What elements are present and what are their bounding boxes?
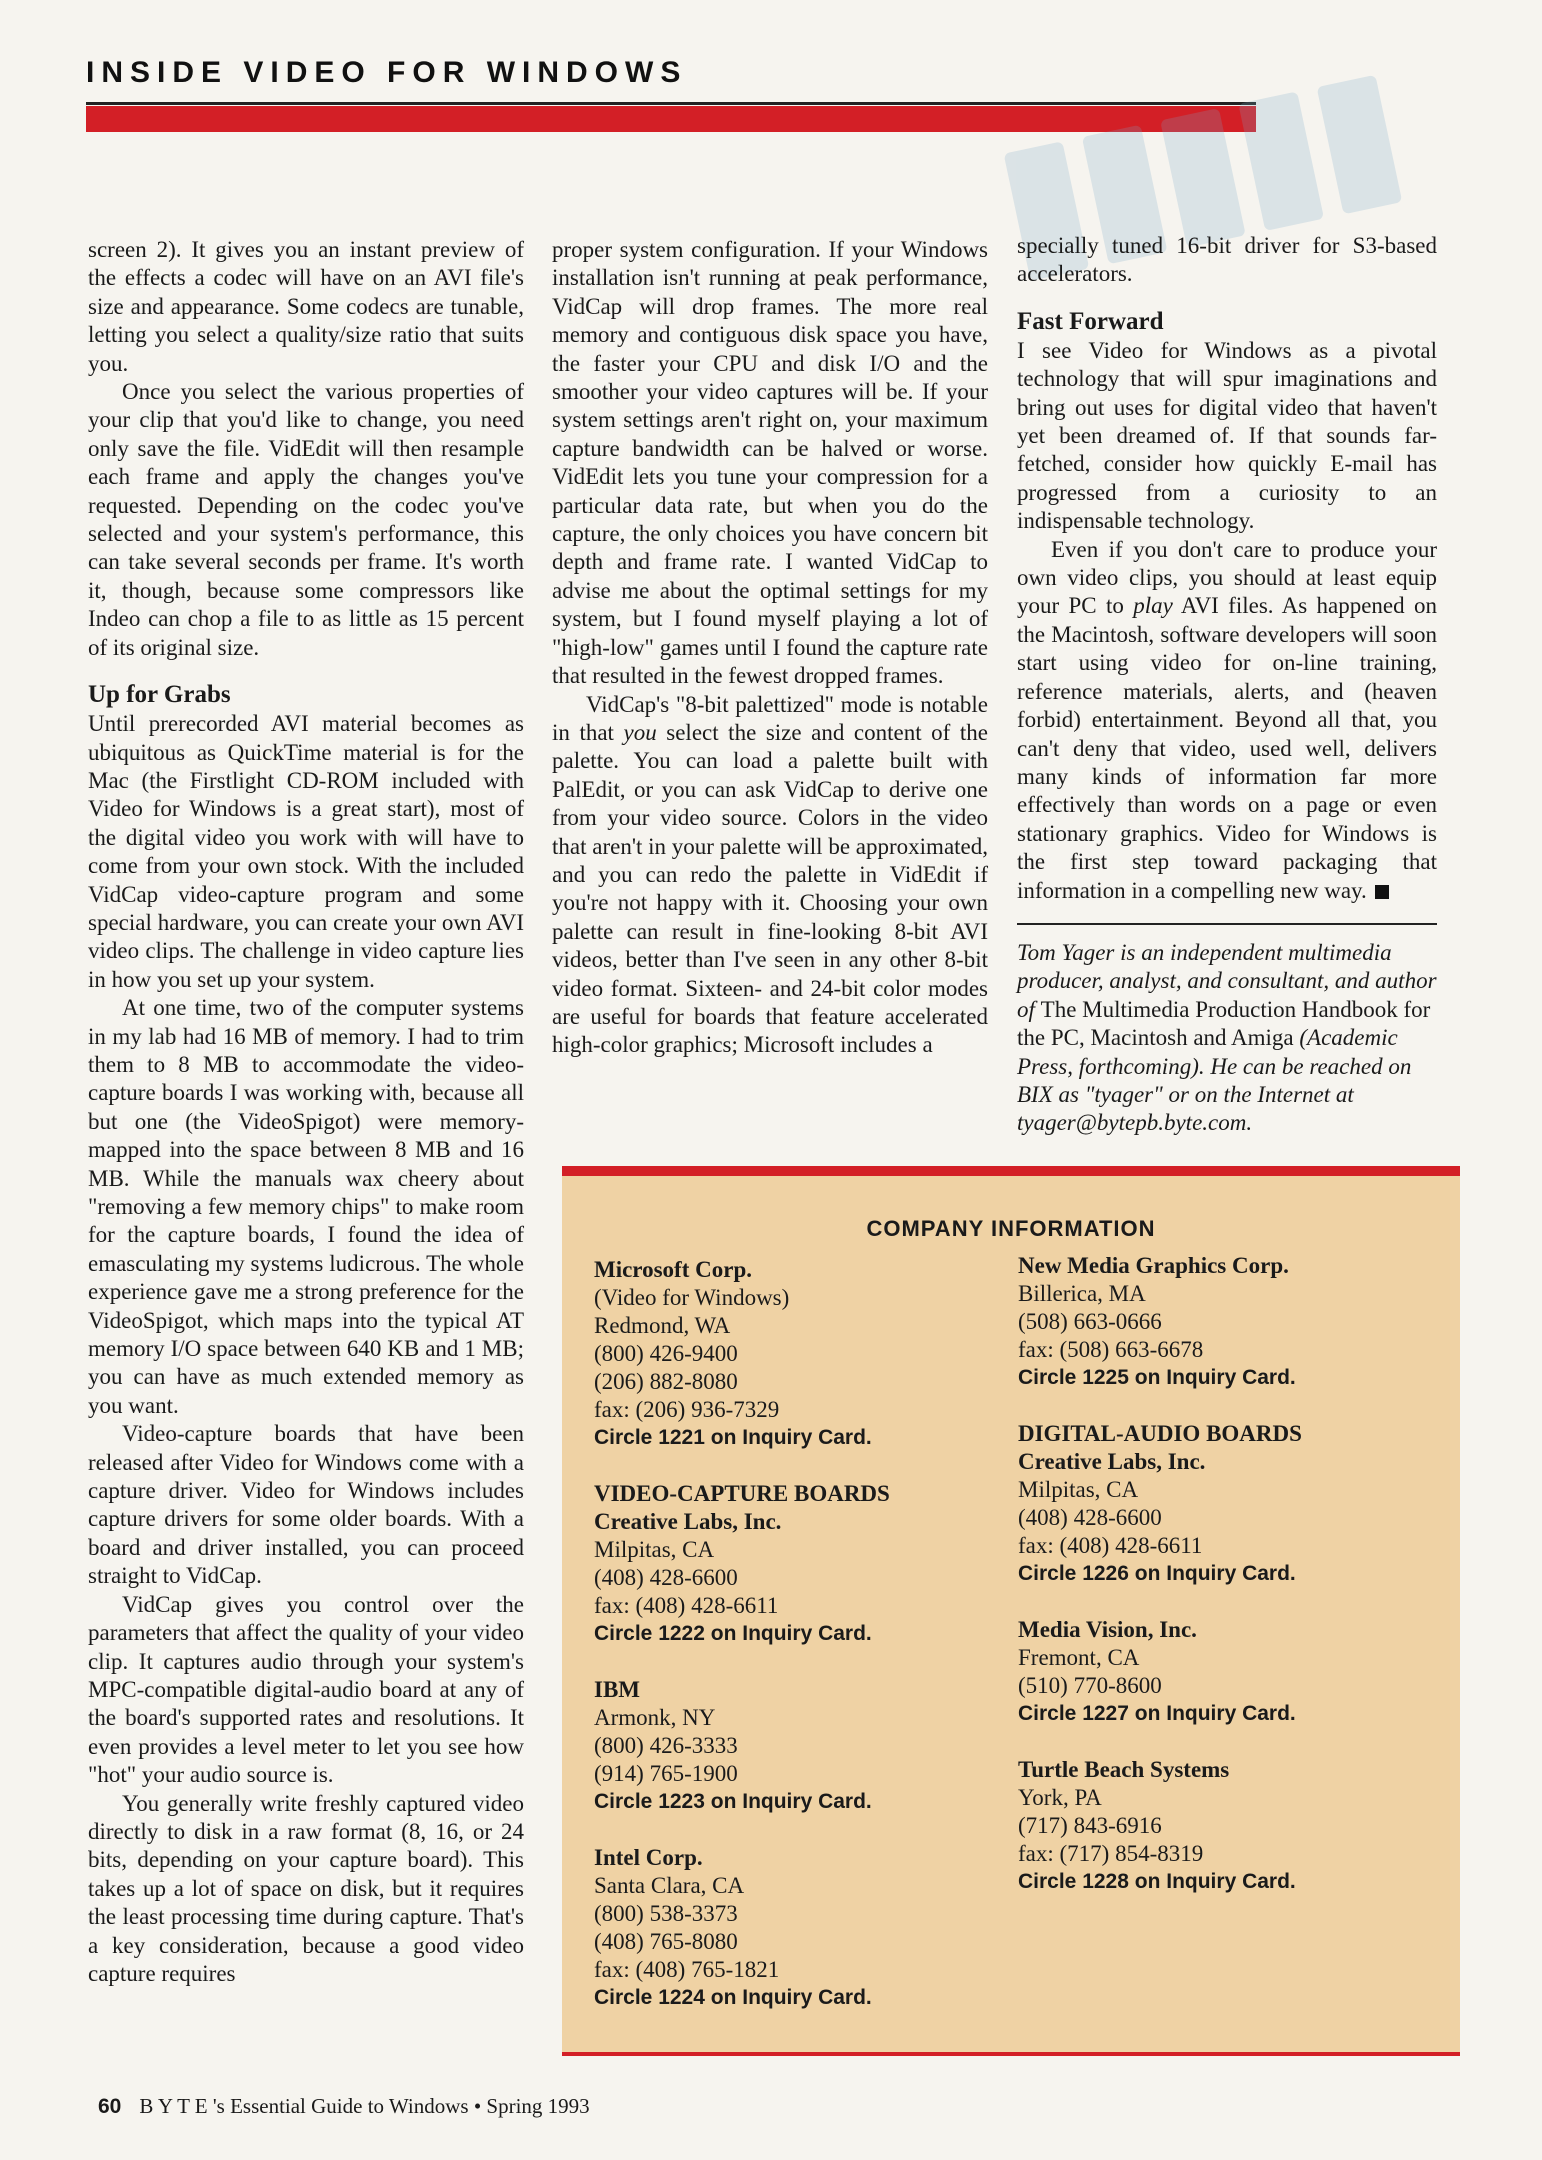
company-detail: fax: (408) 428-6611 bbox=[594, 1593, 779, 1618]
company-detail: Santa Clara, CA bbox=[594, 1873, 745, 1898]
company-name: Intel Corp. bbox=[594, 1845, 703, 1870]
inquiry-card-number: Circle 1224 on Inquiry Card. bbox=[594, 1986, 872, 2009]
inquiry-card-number: Circle 1227 on Inquiry Card. bbox=[1018, 1702, 1296, 1725]
company-detail: (408) 765-8080 bbox=[594, 1929, 738, 1954]
inquiry-card-number: Circle 1225 on Inquiry Card. bbox=[1018, 1366, 1296, 1389]
inquiry-card-number: Circle 1221 on Inquiry Card. bbox=[594, 1426, 872, 1449]
company-entry bbox=[1018, 1420, 1438, 1588]
subheading-fast-forward: Fast Forward bbox=[1017, 307, 1164, 335]
paragraph: Even if you don't care to produce your own video clips, you should at least equip your PC to play AVI files. As happened on the Macintosh, software developers will soon start using video for on-line training, reference materials, alerts, and (heaven forbid) entertainment. Beyond all that, you can't deny that video, used well, delivers many kinds of information far more effectively than words on a page or even stationary graphics. Video for Windows is the first step toward packaging that information in a compelling new way. bbox=[1017, 536, 1437, 903]
company-name: IBM bbox=[594, 1677, 640, 1702]
company-entry bbox=[1018, 1756, 1438, 1896]
inquiry-card-number: Circle 1223 on Inquiry Card. bbox=[594, 1790, 872, 1813]
company-entry bbox=[1018, 1252, 1438, 1392]
company-detail: fax: (717) 854-8319 bbox=[1018, 1841, 1204, 1866]
company-entry bbox=[594, 1480, 1014, 1648]
company-detail: (408) 428-6600 bbox=[594, 1565, 738, 1590]
company-detail: (206) 882-8080 bbox=[594, 1369, 738, 1394]
paragraph: VidCap gives you control over the parameters that affect the quality of your video clip. It captures audio through your system's MPC-compatible digital-audio board at any of the board's supported rates and resolutions. It even provides a level meter to let you see how "hot" your audio source is. bbox=[88, 1591, 524, 1788]
company-detail: (510) 770-8600 bbox=[1018, 1673, 1162, 1698]
company-detail: Redmond, WA bbox=[594, 1313, 731, 1338]
page-footer bbox=[98, 2094, 590, 2119]
company-detail: Billerica, MA bbox=[1018, 1281, 1146, 1306]
company-detail: (717) 843-6916 bbox=[1018, 1813, 1162, 1838]
paragraph: Until prerecorded AVI material becomes as ubiquitous as QuickTime material is for the Mac (the Firstlight CD-ROM included with Video for Windows is a great start), most of the digital video you work with will have to come from your own stock. With the included VidCap video-capture program and some special hardware, you can create your own AVI video clips. The challenge in video capture lies in how you set up your system. bbox=[88, 711, 524, 992]
company-section-label: DIGITAL-AUDIO BOARDS bbox=[1018, 1421, 1302, 1446]
company-detail: (Video for Windows) bbox=[594, 1285, 790, 1310]
company-list-left bbox=[594, 1256, 1014, 2040]
header-rule bbox=[86, 102, 1256, 105]
paragraph: At one time, two of the computer systems in my lab had 16 MB of memory. I had to trim them to 8 MB to accommodate the video-capture boards I was working with, because all but one (the VideoSpigot) were memory-mapped into the space between 8 MB and 16 MB. While the manuals wax cheery about "removing a few memory chips" to make room for the capture boards, I found the idea of emasculating my systems ludicrous. The whole experience gave me a strong preference for the VideoSpigot, which maps into the typical AT memory I/O space between 640 KB and 1 MB; you can have as much extended memory as you want. bbox=[88, 995, 524, 1418]
company-detail: Milpitas, CA bbox=[1018, 1477, 1139, 1502]
company-entry bbox=[594, 1256, 1014, 1452]
company-entry bbox=[594, 1676, 1014, 1816]
page-number: 60 bbox=[98, 2095, 122, 2118]
company-detail: (914) 765-1900 bbox=[594, 1761, 738, 1786]
inquiry-card-number: Circle 1222 on Inquiry Card. bbox=[594, 1622, 872, 1645]
bio-divider bbox=[1017, 923, 1437, 925]
paragraph: Video-capture boards that have been released after Video for Windows come with a capture driver. Video for Windows includes capture drivers for some older boards. With a board and driver installed, you can proceed straight to VidCap. bbox=[88, 1421, 524, 1589]
company-list-right bbox=[1018, 1252, 1438, 1924]
company-detail: fax: (408) 765-1821 bbox=[594, 1957, 780, 1982]
paragraph: specially tuned 16-bit driver for S3-based accelerators. bbox=[1017, 233, 1437, 287]
company-entry bbox=[594, 1844, 1014, 2012]
company-entry bbox=[1018, 1616, 1438, 1728]
company-information-title: COMPANY INFORMATION bbox=[866, 1216, 1156, 1241]
paragraph: Once you select the various properties of your clip that you'd like to change, you need only save the file. VidEdit will then resample each frame and apply the changes you've requested. Depending on the codec you've selected and your system's performance, this can take several seconds per frame. It's worth it, though, because some compressors like Indeo can chop a file to as little as 15 percent of its original size. bbox=[88, 379, 524, 660]
article-column-1 bbox=[88, 236, 524, 1988]
company-detail: fax: (408) 428-6611 bbox=[1018, 1533, 1203, 1558]
company-detail: (408) 428-6600 bbox=[1018, 1505, 1162, 1530]
paragraph: screen 2). It gives you an instant preview of the effects a codec will have on an AVI file's size and appearance. Some codecs are tunable, letting you select a quality/size ratio that suits you. bbox=[88, 237, 524, 376]
inquiry-card-number: Circle 1226 on Inquiry Card. bbox=[1018, 1562, 1296, 1585]
company-name: Microsoft Corp. bbox=[594, 1257, 752, 1282]
inquiry-card-number: Circle 1228 on Inquiry Card. bbox=[1018, 1870, 1296, 1893]
subheading-up-for-grabs: Up for Grabs bbox=[88, 681, 231, 709]
company-detail: Fremont, CA bbox=[1018, 1645, 1140, 1670]
paragraph: I see Video for Windows as a pivotal technology that will spur imaginations and bring out uses for digital video that haven't yet been dreamed of. If that sounds far-fetched, consider how quickly E-mail has progressed from a curiosity to an indispensable technology. bbox=[1017, 337, 1437, 534]
company-information-top-rule bbox=[562, 1166, 1460, 1176]
section-header: INSIDE VIDEO FOR WINDOWS bbox=[86, 56, 688, 89]
company-detail: York, PA bbox=[1018, 1785, 1102, 1810]
company-information-bottom-rule bbox=[562, 2052, 1460, 2056]
company-detail: fax: (206) 936-7329 bbox=[594, 1397, 780, 1422]
company-detail: (800) 426-9400 bbox=[594, 1341, 738, 1366]
company-detail: Milpitas, CA bbox=[594, 1537, 715, 1562]
company-name: Media Vision, Inc. bbox=[1018, 1617, 1197, 1642]
company-name: Turtle Beach Systems bbox=[1018, 1757, 1230, 1782]
company-name: Creative Labs, Inc. bbox=[1018, 1449, 1206, 1474]
company-detail: (800) 426-3333 bbox=[594, 1733, 738, 1758]
company-detail: (800) 538-3373 bbox=[594, 1901, 738, 1926]
article-column-2 bbox=[552, 236, 988, 1060]
paragraph: proper system configuration. If your Windows installation isn't running at peak performance, VidCap will drop frames. The more real memory and contiguous disk space you have, the faster your CPU and disk I/O and the smoother your video captures will be. If your system settings aren't right on, your maximum capture bandwidth can be halved or worse. VidEdit lets you tune your compression for a particular data rate, but when you do the capture, the only choices you have concern bit depth and frame rate. I wanted VidCap to advise me about the optimal settings for my system, but I found myself playing a lot of "high-low" games until I found the capture rate that resulted in the fewest dropped frames. bbox=[552, 237, 988, 689]
company-detail: fax: (508) 663-6678 bbox=[1018, 1337, 1204, 1362]
article-column-3 bbox=[1017, 232, 1437, 1138]
end-of-article-mark bbox=[1375, 885, 1389, 899]
company-name: Creative Labs, Inc. bbox=[594, 1509, 782, 1534]
paragraph: VidCap's "8-bit palettized" mode is notable in that you select the size and content of the palette. You can load a palette built with PalEdit, or you can ask VidCap to derive one from your video source. Colors in the video that aren't in your palette will be approximated, and you can redo the palette in VidEdit if you're not happy with it. Choosing your own palette can result in fine-looking 8-bit AVI videos, better than I've seen in any other 8-bit video format. Sixteen- and 24-bit color modes are useful for boards that feature accelerated high-color graphics; Microsoft includes a bbox=[552, 691, 988, 1058]
company-detail: Armonk, NY bbox=[594, 1705, 716, 1730]
author-bio: Tom Yager is an independent multimedia producer, analyst, and consultant, and author of The Multimedia Production Handbook for the PC, Macintosh and Amiga (Academic Press, forthcoming). He can be reached on BIX as "tyager" or on the Internet at tyager@bytepb.byte.com. bbox=[1017, 939, 1437, 1136]
company-detail: (508) 663-0666 bbox=[1018, 1309, 1162, 1334]
company-name: New Media Graphics Corp. bbox=[1018, 1253, 1289, 1278]
company-section-label: VIDEO-CAPTURE BOARDS bbox=[594, 1481, 890, 1506]
publication-line: B Y T E 's Essential Guide to Windows • Spring 1993 bbox=[139, 2094, 590, 2118]
paragraph: You generally write freshly captured video directly to disk in a raw format (8, 16, or 24 bits, depending on your capture board). This takes up a lot of space on disk, but it requires the least processing time during capture. That's a key consideration, because a good video capture requires bbox=[88, 1790, 524, 1986]
